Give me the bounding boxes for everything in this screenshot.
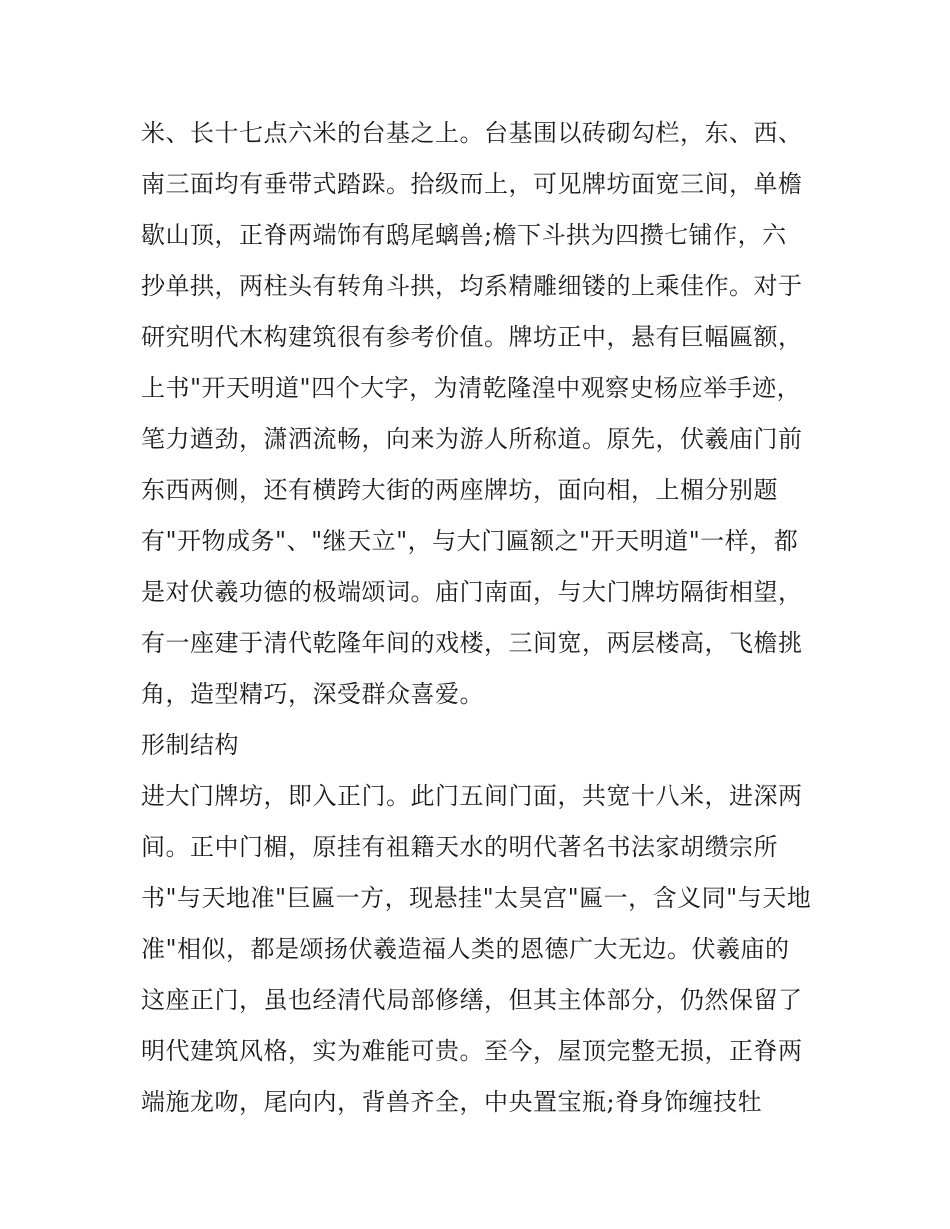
text-line: 笔力遒劲，潇洒流畅，向来为游人所称道。原先，伏羲庙门前 — [141, 425, 803, 453]
text-line: 是对伏羲功德的极端颂词。庙门南面，与大门牌坊隔街相望， — [141, 578, 803, 606]
text-line: 书"与天地准"巨匾一方，现悬挂"太昊宫"匾一，含义同"与天地 — [141, 884, 812, 912]
text-line: 端施龙吻，尾向内，背兽齐全，中央置宝瓶;脊身饰缠技牡 — [141, 1088, 763, 1116]
text-line: 准"相似，都是颂扬伏羲造福人类的恩德广大无边。伏羲庙的 — [141, 935, 790, 963]
text-line: 进大门牌坊，即入正门。此门五间门面，共宽十八米，进深两 — [141, 782, 803, 810]
text-line: 米、长十七点六米的台基之上。台基围以砖砌勾栏，东、西、 — [141, 119, 803, 147]
section-heading: 形制结构 — [141, 731, 239, 759]
text-line: 有"开物成务"、"继天立"，与大门匾额之"开天明道"一样，都 — [141, 527, 799, 555]
text-line: 东西两侧，还有横跨大街的两座牌坊，面向相，上楣分别题 — [141, 476, 778, 504]
text-line: 歇山顶，正脊两端饰有鸱尾螭兽;檐下斗拱为四攒七铺作，六 — [141, 221, 787, 249]
text-line: 这座正门，虽也经清代局部修缮，但其主体部分，仍然保留了 — [141, 986, 803, 1014]
text-line: 南三面均有垂带式踏跺。拾级而上，可见牌坊面宽三间，单檐 — [141, 170, 803, 198]
text-line: 抄单拱，两柱头有转角斗拱，均系精雕细镂的上乘佳作。对于 — [141, 272, 803, 300]
text-line: 角，造型精巧，深受群众喜爱。 — [141, 680, 484, 708]
text-line: 上书"开天明道"四个大字，为清乾隆湟中观察史杨应举手迹， — [141, 374, 802, 402]
text-line: 间。正中门楣，原挂有祖籍天水的明代著名书法家胡缵宗所 — [141, 833, 778, 861]
text-line: 研究明代木构建筑很有参考价值。牌坊正中，悬有巨幅匾额， — [141, 323, 803, 351]
text-line: 有一座建于清代乾隆年间的戏楼，三间宽，两层楼高，飞檐挑 — [141, 629, 803, 657]
text-line: 明代建筑风格，实为难能可贵。至今，屋顶完整无损，正脊两 — [141, 1037, 803, 1065]
document-body — [141, 108, 821, 1128]
